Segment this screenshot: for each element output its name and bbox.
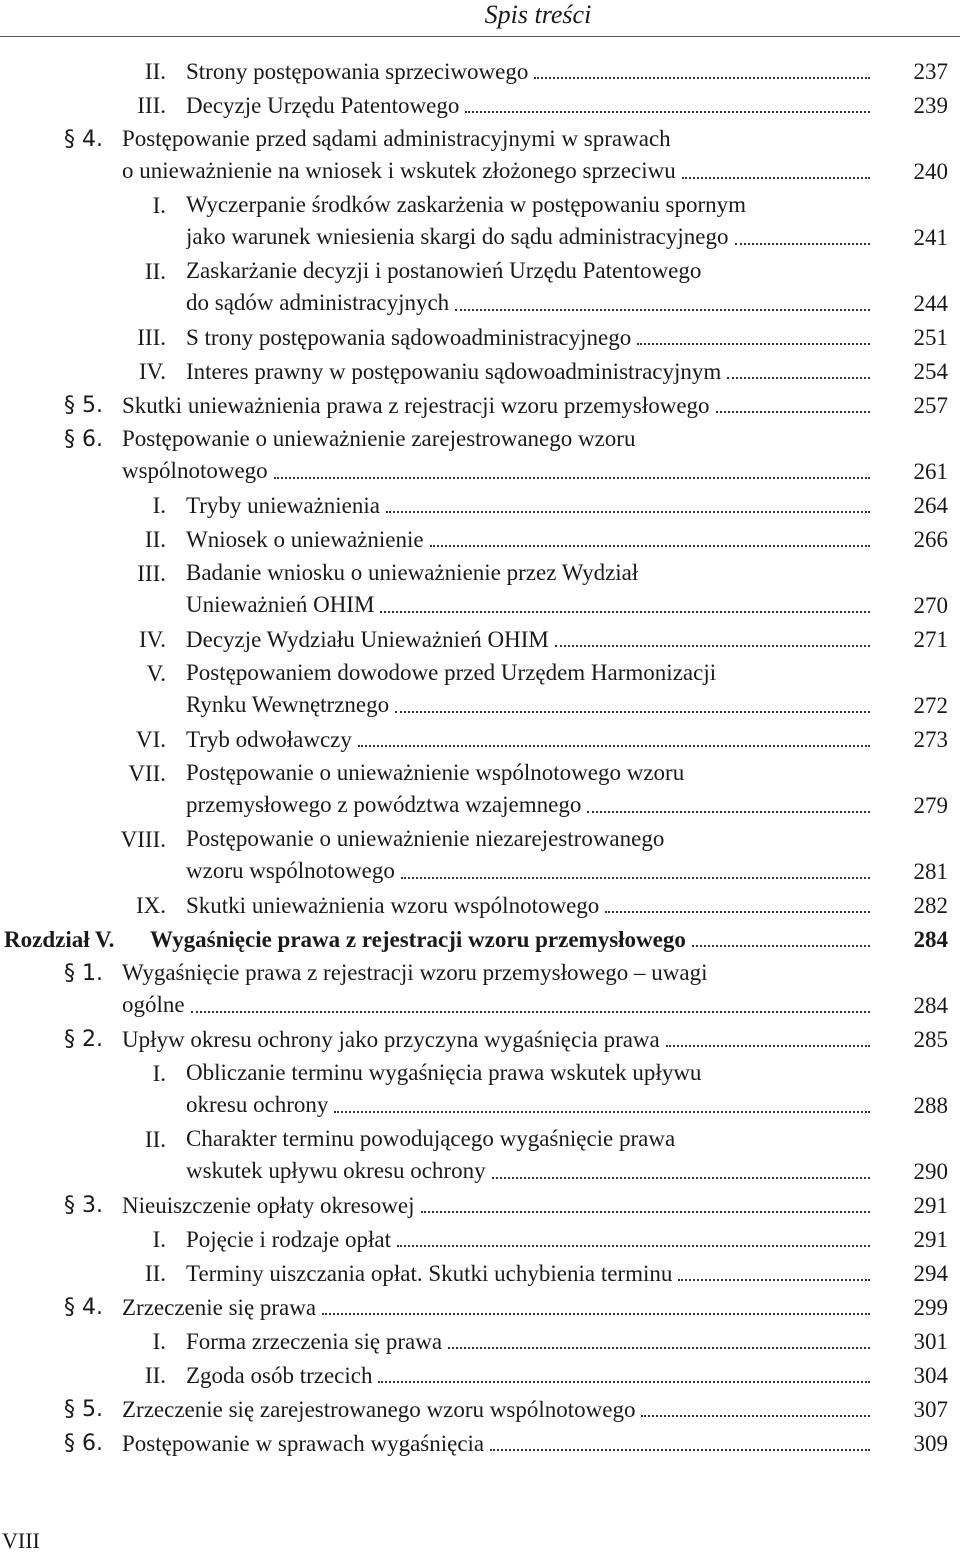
toc-entry-title: wskutek upływu okresu ochrony	[186, 1158, 486, 1183]
toc-page-number: 304	[913, 1363, 948, 1388]
toc-entry-title: Postępowaniem dowodowe przed Urzędem Harmonizacji	[186, 660, 717, 685]
toc-page-number: 284	[913, 927, 948, 952]
toc-page-number: 301	[913, 1329, 948, 1354]
toc-page-number: 279	[913, 793, 948, 818]
toc-entry-title: do sądów administracyjnych	[186, 290, 450, 315]
toc-entry	[0, 489, 960, 523]
toc-entry-number: § 2.	[64, 1027, 103, 1052]
toc-entry-title: o unieważnienie na wniosek i wskutek złożonego sprzeciwu	[122, 158, 676, 183]
dot-leader	[380, 611, 870, 613]
toc-entry	[0, 321, 960, 355]
dot-leader	[358, 745, 870, 747]
toc-page-number: 264	[913, 493, 948, 518]
dot-leader	[587, 811, 870, 813]
toc-entry-title: Wniosek o unieważnienie	[186, 527, 424, 552]
toc-page-number: 291	[913, 1227, 948, 1252]
dot-leader	[274, 477, 870, 479]
toc-entry	[0, 957, 960, 1023]
dot-leader	[666, 1045, 870, 1047]
toc-entry	[0, 1291, 960, 1325]
toc-entry-number: I.	[152, 1227, 166, 1252]
dot-leader	[641, 1415, 870, 1417]
table-of-contents	[0, 55, 960, 1461]
toc-page-number: 241	[913, 225, 948, 250]
toc-page-number: 239	[913, 93, 948, 118]
toc-entry-number: § 4.	[64, 1295, 103, 1320]
toc-entry-number: V.	[146, 661, 166, 686]
toc-page-number: 281	[913, 859, 948, 884]
toc-entry-title: Postępowanie o unieważnienie zarejestrowanego wzoru	[122, 426, 636, 451]
toc-page-number: 270	[913, 593, 948, 618]
toc-entry-title: Zaskarżanie decyzji i postanowień Urzędu Patentowego	[186, 258, 702, 283]
toc-entry-title: Postępowanie przed sądami administracyjnymi w sprawach	[122, 126, 671, 151]
toc-entry-title: przemysłowego z powództwa wzajemnego	[186, 792, 582, 817]
dot-leader	[395, 711, 870, 713]
toc-page-number: 309	[913, 1431, 948, 1456]
toc-entry-title: Wygaśnięcie prawa z rejestracji wzoru przemysłowego	[150, 927, 686, 952]
dot-leader	[682, 177, 870, 179]
toc-page-number: 282	[913, 893, 948, 918]
toc-entry-title: Tryb odwoławczy	[186, 727, 352, 752]
toc-entry-title: Tryby unieważnienia	[186, 493, 380, 518]
running-head-title: Spis treści	[484, 0, 592, 29]
toc-entry-number: IV.	[138, 359, 166, 384]
page-folio: VIII	[2, 1528, 40, 1553]
toc-page-number: 288	[913, 1093, 948, 1118]
toc-page-number: 266	[913, 527, 948, 552]
toc-page-number: 285	[913, 1027, 948, 1052]
dot-leader	[678, 1279, 870, 1281]
toc-entry-title: ogólne	[122, 992, 185, 1017]
toc-page-number: 251	[913, 325, 948, 350]
toc-page-number: 284	[913, 993, 948, 1018]
toc-entry	[0, 1189, 960, 1223]
dot-leader	[322, 1313, 870, 1315]
toc-entry-title: Unieważnień OHIM	[186, 592, 375, 617]
toc-entry-number: VI.	[135, 727, 166, 752]
dot-leader	[430, 545, 870, 547]
toc-entry	[0, 557, 960, 623]
toc-entry-number: II.	[144, 1261, 166, 1286]
toc-page-number: 237	[913, 59, 948, 84]
toc-entry-number: VIII.	[120, 827, 166, 852]
toc-entry-title: Strony postępowania sprzeciwowego	[186, 59, 529, 84]
toc-entry-number: VII.	[128, 761, 166, 786]
toc-entry-number: I.	[152, 193, 166, 218]
dot-leader	[490, 1449, 870, 1451]
toc-entry-number: II.	[144, 259, 166, 284]
dot-leader	[492, 1177, 870, 1179]
toc-page-number: 290	[913, 1159, 948, 1184]
dot-leader	[401, 877, 870, 879]
toc-entry-number: § 6.	[64, 427, 103, 452]
toc-entry-title: Decyzje Wydziału Unieważnień OHIM	[186, 627, 549, 652]
toc-entry-title: Badanie wniosku o unieważnienie przez Wydział	[186, 560, 639, 585]
toc-entry-number: § 3.	[64, 1193, 103, 1218]
toc-page-number: 272	[913, 693, 948, 718]
toc-entry	[0, 1057, 960, 1123]
toc-entry-title: wspólnotowego	[122, 458, 268, 483]
toc-entry	[0, 1023, 960, 1057]
toc-entry	[0, 123, 960, 189]
toc-entry	[0, 355, 960, 389]
toc-page-number: 273	[913, 727, 948, 752]
toc-entry	[0, 623, 960, 657]
dot-leader	[465, 111, 870, 113]
toc-entry-title: S trony postępowania sądowoadministracyjnego	[186, 325, 632, 350]
toc-entry-title: Postępowanie o unieważnienie niezarejestrowanego	[186, 826, 665, 851]
toc-entry	[0, 723, 960, 757]
toc-entry	[0, 757, 960, 823]
dot-leader	[555, 645, 870, 647]
toc-entry-number: II.	[144, 527, 166, 552]
toc-page-number: 261	[913, 459, 948, 484]
dot-leader	[448, 1347, 870, 1349]
toc-entry	[0, 523, 960, 557]
toc-page-number: 307	[913, 1397, 948, 1422]
toc-entry-number: II.	[144, 1363, 166, 1388]
toc-entry	[0, 389, 960, 423]
toc-entry-number: I.	[152, 1329, 166, 1354]
toc-page-number: 240	[913, 159, 948, 184]
toc-entry-number: § 6.	[64, 1431, 103, 1456]
toc-entry	[0, 1325, 960, 1359]
dot-leader	[692, 945, 870, 947]
toc-entry-title: Decyzje Urzędu Patentowego	[186, 93, 460, 118]
toc-entry-number: § 1.	[64, 961, 103, 986]
toc-page-number: 254	[913, 359, 948, 384]
toc-entry-number: II.	[144, 1127, 166, 1152]
toc-entry	[0, 1257, 960, 1291]
dot-leader	[455, 309, 870, 311]
toc-entry	[0, 55, 960, 89]
dot-leader	[716, 411, 870, 413]
toc-entry-title: Forma zrzeczenia się prawa	[186, 1329, 443, 1354]
toc-entry-title: Zrzeczenie się prawa	[122, 1295, 317, 1320]
toc-entry-number: III.	[137, 561, 166, 586]
toc-entry-title: jako warunek wniesienia skargi do sądu administracyjnego	[186, 224, 729, 249]
dot-leader	[534, 77, 870, 79]
toc-entry-title: Postępowanie w sprawach wygaśnięcia	[122, 1431, 485, 1456]
dot-leader	[637, 343, 870, 345]
toc-entry-title: Postępowanie o unieważnienie wspólnotowego wzoru	[186, 760, 685, 785]
toc-entry-title: Obliczanie terminu wygaśnięcia prawa wskutek upływu	[186, 1060, 702, 1085]
toc-entry-title: Interes prawny w postępowaniu sądowoadministracyjnym	[186, 359, 722, 384]
toc-entry-title: Wyczerpanie środków zaskarżenia w postępowaniu spornym	[186, 192, 747, 217]
dot-leader	[421, 1211, 870, 1213]
toc-entry	[0, 889, 960, 923]
toc-entry-title: Wygaśnięcie prawa z rejestracji wzoru przemysłowego – uwagi	[122, 960, 708, 985]
toc-entry-number: I.	[152, 493, 166, 518]
toc-entry-number: § 4.	[64, 127, 103, 152]
toc-entry-number: Rozdział V.	[4, 927, 115, 952]
toc-entry	[0, 657, 960, 723]
toc-entry-title: Upływ okresu ochrony jako przyczyna wygaśnięcia prawa	[122, 1027, 660, 1052]
toc-page-number: 271	[913, 627, 948, 652]
toc-entry	[0, 1393, 960, 1427]
dot-leader	[386, 511, 870, 513]
toc-entry-number: II.	[144, 59, 166, 84]
toc-entry	[0, 189, 960, 255]
dot-leader	[334, 1111, 870, 1113]
toc-entry-title: Skutki unieważnienia prawa z rejestracji wzoru przemysłowego	[122, 393, 710, 418]
dot-leader	[735, 243, 870, 245]
running-head	[0, 0, 960, 37]
toc-entry	[0, 1427, 960, 1461]
toc-entry	[0, 1123, 960, 1189]
toc-entry	[0, 1223, 960, 1257]
toc-entry-title: okresu ochrony	[186, 1092, 329, 1117]
dot-leader	[727, 377, 870, 379]
toc-entry-title: Zgoda osób trzecich	[186, 1363, 373, 1388]
toc-entry-number: § 5.	[64, 393, 103, 418]
toc-entry-number: § 5.	[64, 1397, 103, 1422]
toc-entry-title: Skutki unieważnienia wzoru wspólnotowego	[186, 893, 600, 918]
toc-entry-title: Pojęcie i rodzaje opłat	[186, 1227, 392, 1252]
toc-entry	[0, 923, 960, 957]
toc-entry	[0, 823, 960, 889]
toc-entry-title: Nieuiszczenie opłaty okresowej	[122, 1193, 415, 1218]
dot-leader	[191, 1011, 870, 1013]
dot-leader	[378, 1381, 870, 1383]
toc-entry	[0, 89, 960, 123]
toc-entry-title: wzoru wspólnotowego	[186, 858, 395, 883]
toc-page-number: 257	[913, 393, 948, 418]
dot-leader	[605, 911, 870, 913]
toc-entry-title: Terminy uiszczania opłat. Skutki uchybienia terminu	[186, 1261, 673, 1286]
dot-leader	[397, 1245, 870, 1247]
toc-entry-title: Charakter terminu powodującego wygaśnięcie prawa	[186, 1126, 676, 1151]
toc-entry-number: III.	[137, 325, 166, 350]
toc-entry-number: III.	[137, 93, 166, 118]
toc-page-number: 299	[913, 1295, 948, 1320]
toc-page-number: 291	[913, 1193, 948, 1218]
toc-entry	[0, 1359, 960, 1393]
toc-entry	[0, 423, 960, 489]
toc-entry-number: IV.	[138, 627, 166, 652]
toc-page-number: 294	[913, 1261, 948, 1286]
toc-entry-number: IX.	[135, 893, 166, 918]
toc-entry-title: Rynku Wewnętrznego	[186, 692, 390, 717]
toc-entry	[0, 255, 960, 321]
toc-entry-number: I.	[152, 1061, 166, 1086]
toc-page-number: 244	[913, 291, 948, 316]
toc-entry-title: Zrzeczenie się zarejestrowanego wzoru wspólnotowego	[122, 1397, 636, 1422]
